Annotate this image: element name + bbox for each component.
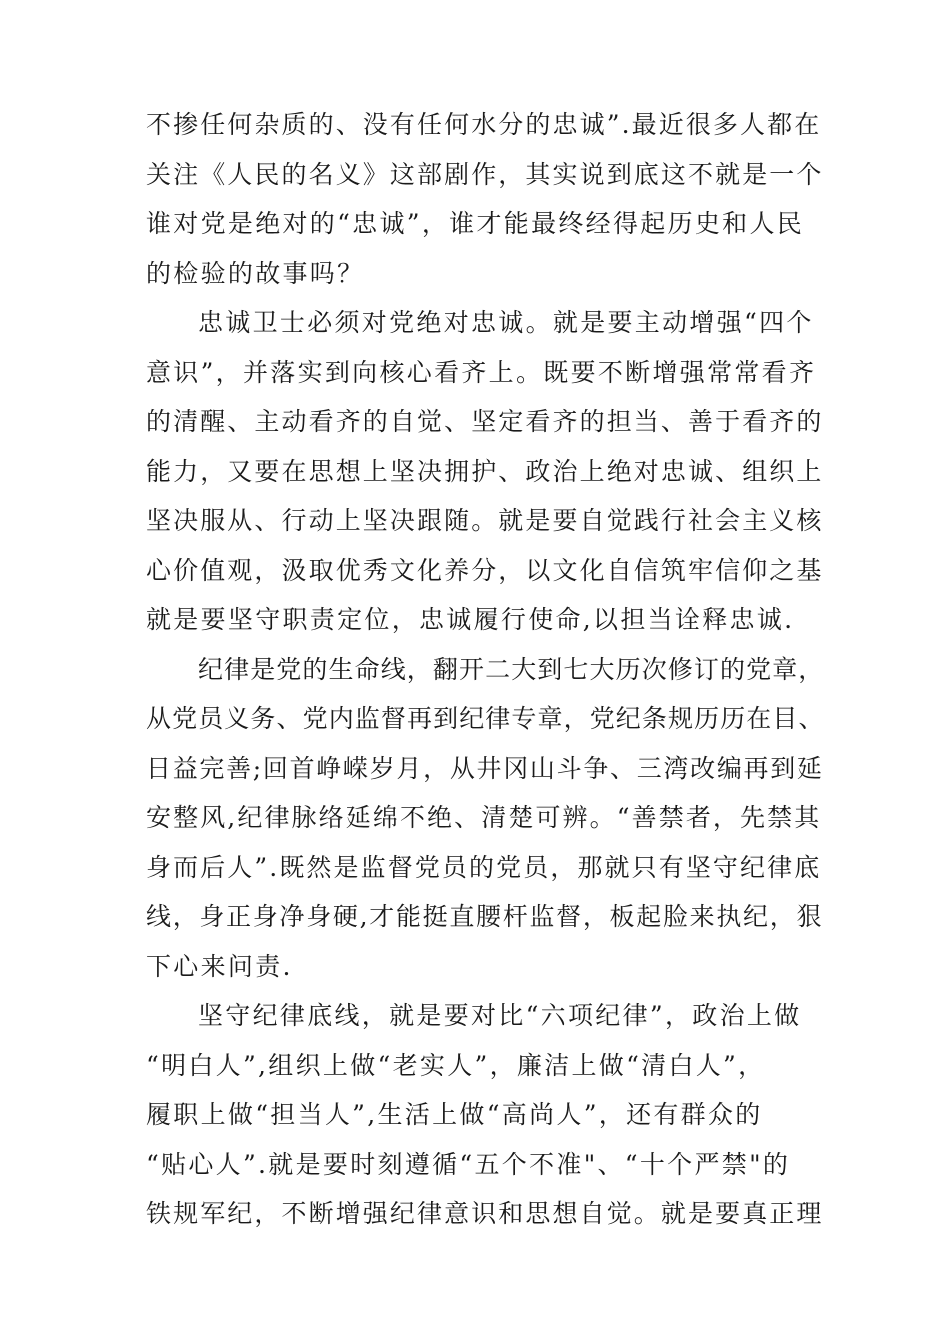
- text-line: 线，身正身净身硬,才能挺直腰杆监督，板起脸来执纪，狠: [146, 902, 824, 931]
- paragraph-1: [146, 100, 824, 298]
- text-line: 就是要坚守职责定位，忠诚履行使命,以担当诠释忠诚.: [146, 605, 795, 634]
- text-line: 安整风,纪律脉络延绵不绝、清楚可辨。“善禁者，先禁其: [146, 803, 822, 832]
- text-line: 下心来问责.: [146, 951, 293, 981]
- paragraph-3: [146, 645, 825, 992]
- body-text: [146, 100, 825, 1239]
- paragraph-2: [146, 298, 824, 645]
- text-line: 谁对党是绝对的“忠诚”，谁才能最终经得起历史和人民: [146, 209, 805, 238]
- paragraph-4: [146, 991, 824, 1239]
- text-line: 的清醒、主动看齐的自觉、坚定看齐的担当、善于看齐的: [146, 407, 824, 436]
- text-line: 履职上做“担当人”,生活上做“高尚人”，还有群众的: [146, 1100, 763, 1129]
- text-line: 日益完善;回首峥嵘岁月，从井冈山斗争、三湾改编再到延: [146, 753, 824, 783]
- text-line: 铁规军纪，不断增强纪律意识和思想自觉。就是要真正理: [146, 1199, 824, 1228]
- text-line: 不掺任何杂质的、没有任何水分的忠诚”.最近很多人都在: [146, 110, 822, 139]
- text-line: 忠诚卫士必须对党绝对忠诚。就是要主动增强“四个: [198, 308, 814, 337]
- text-line: 坚决服从、行动上坚决跟随。就是要自觉践行社会主义核: [146, 506, 824, 535]
- text-line: 坚守纪律底线，就是要对比“六项纪律”，政治上做: [198, 1001, 802, 1030]
- text-line: 能力，又要在思想上坚决拥护、政治上绝对忠诚、组织上: [146, 456, 824, 486]
- text-line: 的检验的故事吗？: [146, 258, 365, 288]
- text-line: 意识”，并落实到向核心看齐上。既要不断增强常常看齐: [146, 357, 817, 387]
- text-line: 心价值观，汲取优秀文化养分，以文化自信筑牢信仰之基: [146, 555, 824, 585]
- text-line: 从党员义务、党内监督再到纪律专章，党纪条规历历在目、: [146, 704, 825, 733]
- text-line: “贴心人”.就是要时刻遵循“五个不准"、“十个严禁"的: [146, 1149, 791, 1179]
- text-line: 身而后人”.既然是监督党员的党员，那就只有坚守纪律底: [146, 852, 822, 882]
- text-line: “明白人”,组织上做“老实人”，廉洁上做“清白人”，: [146, 1050, 766, 1080]
- text-line: 关注《人民的名义》这部剧作，其实说到底这不就是一个: [146, 159, 824, 189]
- text-line: 纪律是党的生命线，翻开二大到七大历次修订的党章，: [198, 654, 825, 684]
